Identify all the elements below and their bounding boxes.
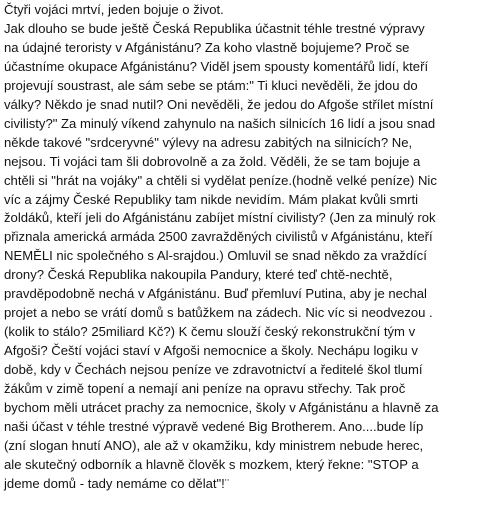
text-line-3: na údajné teroristy v Afgánistánu? Za koho vlastně bojujeme? Proč se [4,39,410,55]
text-line-18: (kolik to stálo? 25miliard Kč?) K čemu slouží český rekonstrukční tým v [4,324,416,340]
text-line-1: Čtyři vojáci mrtví, jeden bojuje o život. [4,2,224,17]
text-line-24: (zní slogan hnutí ANO), ale až v okamžiku, kdy ministrem nebude herec, [4,437,424,453]
text-line-9: nejsou. Ti vojáci tam šli dobrovolně a za žold. Věděli, že se tam bojuje a [4,153,421,169]
text-line-8: někde takové "srdceryvné" výlevy na adresu zabitých na silnicích? Ne, [4,134,413,150]
text-line-5: projevují soustrast, ale sám sebe se ptám:" Ti kluci nevěděli, že jdou do [4,77,418,93]
text-line-6: války? Někdo je snad nutil? Oni nevěděli, že jedou do Afgoše střílet místní [4,96,434,112]
text-line-23: naši účast v téhle trestné výpravě vedené Big Brotherem. Ano....bude líp [4,418,424,434]
text-line-2: Jak dlouho se bude ještě Česká Republika účastnit téhle trestné výpravy [4,20,425,36]
text-line-17: projet a nebo se vrátí domů s batůžkem na zádech. Nic víc si neodvezou . [4,305,433,321]
text-line-4: účastníme okupace Afgánistánu? Viděl jsem spousty komentářů lidí, kteří [4,58,429,74]
text-line-13: přiznala americká armáda 2500 zavražděných civilistů v Afgánistánu, kteří [4,229,433,245]
text-line-16: pravděpodobně nechá v Afgánistánu. Buď přemluví Putina, aby je nechal [4,286,427,302]
text-line-21: žákům v zimě topení a nemají ani peníze na opravu střechy. Tak proč [4,381,406,397]
text-line-10: chtěli si "hrát na vojáky" a chtěli si vydělat peníze.(hodně velké peníze) Nic [4,172,437,188]
comment-text-block [4,1,489,494]
text-line-19: Afgoši? Čeští vojáci staví v Afgoši nemocnice a školy. Nechápu logiku v [4,343,418,359]
text-line-20: době, kdy v Čechách nejsou peníze ve zdravotnictví a ředitelé škol tlumí [4,362,423,378]
text-line-14: NEMĚLI nic společného s Al-srajdou.) Omluvil se snad někdo za vraždící [4,248,427,264]
text-line-11: víc a zájmy České Republiky tam nikde nevidím. Mám plakat kvůli smrti [4,191,419,207]
text-line-22: bychom měli utrácet prachy za nemocnice, školy v Afgánistánu a hlavně za [4,400,439,416]
text-line-25: ale skutečný odborník a hlavně člověk s mozkem, který řekne: "STOP a [4,456,419,472]
text-line-12: žoldáků, kteří jeli do Afgánistánu zabíjet místní civilisty? (Jen za minulý rok [4,210,436,226]
text-line-15: drony? Česká Republika nakoupila Pandury, které teď chtě-nechtě, [4,267,393,283]
text-line-26: jdeme domů - tady nemáme co dělat"!¨ [4,475,230,491]
text-line-7: civilisty?" Za minulý víkend zahynulo na našich silnicích 16 lidí a jsou snad [4,115,436,131]
